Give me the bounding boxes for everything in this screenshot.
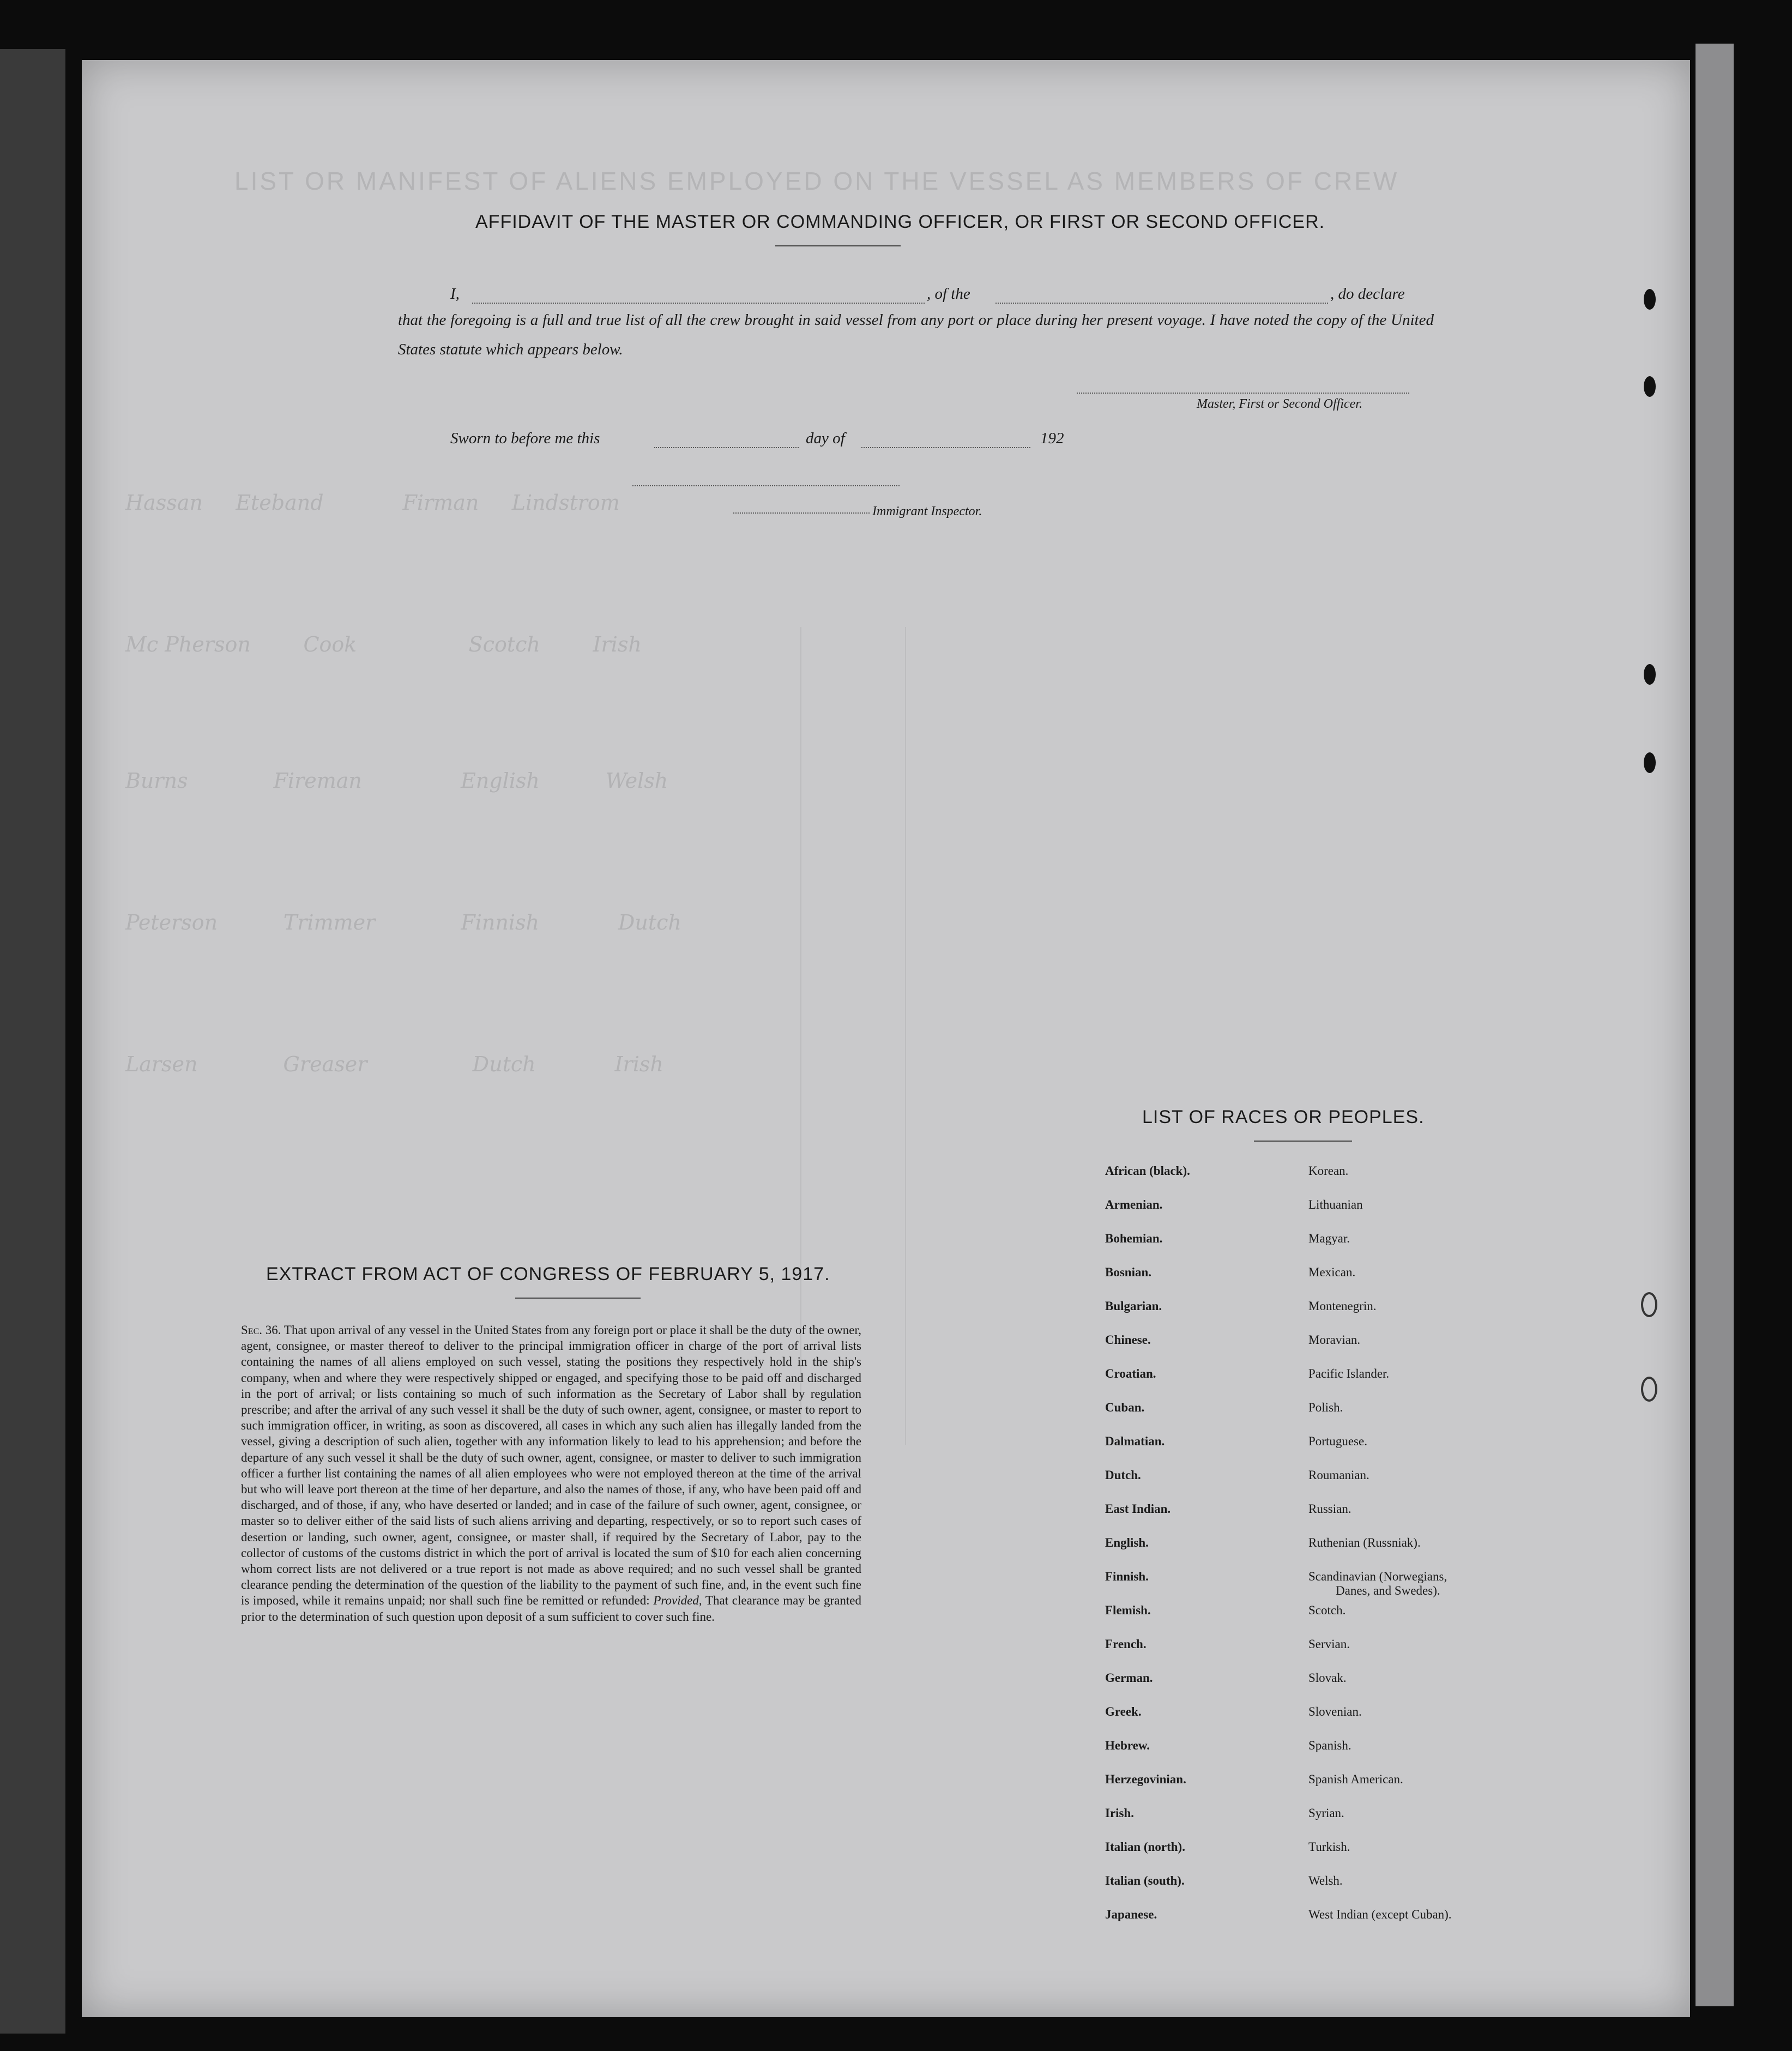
race-item: Dalmatian. — [1105, 1434, 1165, 1448]
sworn-prefix: Sworn to before me this — [450, 430, 600, 447]
race-item: Armenian. — [1105, 1198, 1163, 1211]
race-item: Mexican. — [1308, 1265, 1356, 1279]
race-item: Polish. — [1308, 1401, 1343, 1414]
bleed-through-header: LIST OR MANIFEST OF ALIENS EMPLOYED ON THE VESSEL AS MEMBERS OF CREW — [234, 167, 1399, 195]
bleed-through-handwriting: Larsen Greaser Dutch Irish — [125, 1052, 663, 1076]
races-title: LIST OF RACES OR PEOPLES. — [1142, 1107, 1425, 1127]
race-item: African (black). — [1105, 1164, 1190, 1178]
race-item: English. — [1105, 1536, 1149, 1549]
race-item: Flemish. — [1105, 1603, 1151, 1617]
section-label: Sec. 36. — [241, 1323, 281, 1337]
binder-hole — [1644, 376, 1656, 397]
race-item: Irish. — [1105, 1806, 1135, 1820]
sworn-day-blank[interactable] — [654, 447, 799, 448]
race-item: Syrian. — [1308, 1806, 1344, 1820]
race-item: Ruthenian (Russniak). — [1308, 1536, 1421, 1549]
race-item: Croatian. — [1105, 1367, 1156, 1380]
proviso-text: That clearance may be granted prior to the determination of such question upon deposit of a sum sufficient to cover such fine. — [241, 1594, 861, 1624]
extract-underline — [515, 1298, 641, 1299]
race-item: Moravian. — [1308, 1333, 1361, 1347]
race-item: Scandinavian (Norwegians, — [1308, 1570, 1447, 1583]
race-item: West Indian (except Cuban). — [1308, 1908, 1452, 1921]
race-item: Scotch. — [1308, 1603, 1346, 1617]
binder-hole — [1641, 1292, 1657, 1317]
race-item: Italian (south). — [1105, 1874, 1185, 1887]
race-item: Bosnian. — [1105, 1265, 1152, 1279]
race-item: Bohemian. — [1105, 1232, 1163, 1245]
section-body: That upon arrival of any vessel in the United States from any foreign port or place it shall be the duty of the owner, agent, consignee, or master thereof to deliver to the principal immigration officer in charge of the port of arrival lists containing the names of all aliens employed on such vessel, stating the positions they respectively hold in the ship's company, when and where they were respectively shipped or engaged, and specifying those to be paid off and discharged in the port of arrival; or lists containing so much of such information as the Secretary of Labor shall by regulation prescribe; and after the arrival of any such vessel it shall be the duty of such owner, agent, consignee, or master to report to such immigration officer, in writing, as soon as discovered, all cases in which any such alien has illegally landed from the vessel, giving a description of such alien, together with any information likely to lead to his apprehension; and before the departure of any such vessel it shall be the duty of such owner, agent, consignee, or master to deliver to such immigration officer a further list containing the names of all alien employees who were not employed thereon at the time of the arrival but who will leave port thereon at the time of her departure, and also the names of those, if any, who have been paid off and discharged, and of those, if any, who have deserted or landed; and in case of the failure of such owner, agent, consignee, or master so to deliver either of the said lists of such aliens arriving and departing, respectively, or so to report such cases of desertion or landing, such owner, agent, consignee, or master shall, if required by the Secretary of Labor, pay to the collector of customs of the customs district in which the port of arrival is located the sum of $10 for each alien concerning whom correct lists are not delivered or a true report is not made as above required; and no such vessel shall be granted clearance pending the determination of the question of the liability to the payment of such fine, and, in the event such fine is imposed, while it remains unpaid; nor shall such fine be remitted or refunded: — [241, 1323, 861, 1608]
races-continuation: Danes, and Swedes). — [1336, 1584, 1440, 1597]
bleed-through-handwriting: Peterson Trimmer Finnish Dutch — [125, 910, 681, 934]
race-item: German. — [1105, 1671, 1153, 1685]
race-item: Slovenian. — [1308, 1705, 1362, 1718]
affidavit-i-label: I, — [450, 285, 460, 303]
race-item: Finnish. — [1105, 1570, 1149, 1583]
affidavit-vessel-blank[interactable] — [995, 303, 1328, 304]
race-item: Herzegovinian. — [1105, 1772, 1186, 1786]
bleed-through-column-line — [905, 627, 906, 1445]
affidavit-declare-label: , do declare — [1330, 285, 1405, 303]
master-signature-blank[interactable] — [1077, 393, 1409, 394]
master-signature-label: Master, First or Second Officer. — [1197, 397, 1362, 411]
binder-hole — [1644, 664, 1656, 685]
race-item: Hebrew. — [1105, 1739, 1150, 1752]
bleed-through-handwriting: Burns Fireman English Welsh — [125, 769, 668, 793]
proviso-label: Provided, — [653, 1594, 702, 1608]
inspector-signature-blank-2[interactable] — [733, 512, 870, 514]
binder-hole — [1644, 752, 1656, 773]
races-underline — [1254, 1141, 1352, 1142]
race-item: Welsh. — [1308, 1874, 1343, 1887]
binder-hole — [1641, 1377, 1657, 1402]
race-item: Portuguese. — [1308, 1434, 1367, 1448]
race-item: Italian (north). — [1105, 1840, 1185, 1854]
affidavit-statement: that the foregoing is a full and true list of all the crew brought in said vessel from any port or place during her present voyage. I have noted the copy of the United States statute which appears below. — [398, 311, 1434, 358]
race-item: Servian. — [1308, 1637, 1350, 1651]
sworn-month-blank[interactable] — [861, 447, 1030, 448]
page-edge — [1696, 44, 1734, 2006]
binder-hole — [1644, 289, 1656, 310]
race-item: Turkish. — [1308, 1840, 1350, 1854]
title-underline — [775, 245, 901, 246]
races-right-column — [1308, 1164, 1452, 1941]
race-item: Greek. — [1105, 1705, 1142, 1718]
race-item: East Indian. — [1105, 1502, 1171, 1516]
sworn-year: 192 — [1040, 430, 1064, 447]
race-item: Montenegrin. — [1308, 1299, 1377, 1313]
inspector-label: Immigrant Inspector. — [872, 504, 982, 518]
sworn-day-of: day of — [806, 430, 845, 447]
race-item: Roumanian. — [1308, 1468, 1369, 1482]
bleed-through-handwriting: Mc Pherson Cook Scotch Irish — [125, 632, 642, 656]
affidavit-name-blank[interactable] — [472, 303, 925, 304]
race-item: Dutch. — [1105, 1468, 1141, 1482]
races-left-column — [1105, 1164, 1190, 1941]
race-item: Spanish American. — [1308, 1772, 1403, 1786]
race-item: Bulgarian. — [1105, 1299, 1162, 1313]
inspector-signature-blank[interactable] — [632, 485, 900, 486]
race-item: Pacific Islander. — [1308, 1367, 1390, 1380]
race-item: Russian. — [1308, 1502, 1351, 1516]
race-item: Spanish. — [1308, 1739, 1351, 1752]
extract-text — [241, 1322, 861, 1625]
race-item: Chinese. — [1105, 1333, 1151, 1347]
race-item: French. — [1105, 1637, 1147, 1651]
race-item: Cuban. — [1105, 1401, 1145, 1414]
race-item: Slovak. — [1308, 1671, 1347, 1685]
binding-strip — [0, 49, 65, 2034]
affidavit-title: AFFIDAVIT OF THE MASTER OR COMMANDING OFFICER, OR FIRST OR SECOND OFFICER. — [475, 212, 1325, 232]
race-item: Japanese. — [1105, 1908, 1157, 1921]
race-item: Korean. — [1308, 1164, 1349, 1178]
affidavit-of-the-label: , of the — [927, 285, 970, 303]
race-item: Magyar. — [1308, 1232, 1350, 1245]
race-item: Lithuanian — [1308, 1198, 1363, 1211]
bleed-through-handwriting: Hassan Eteband Firman Lindstrom — [125, 491, 620, 515]
extract-title: EXTRACT FROM ACT OF CONGRESS OF FEBRUARY 5, 1917. — [266, 1264, 830, 1284]
